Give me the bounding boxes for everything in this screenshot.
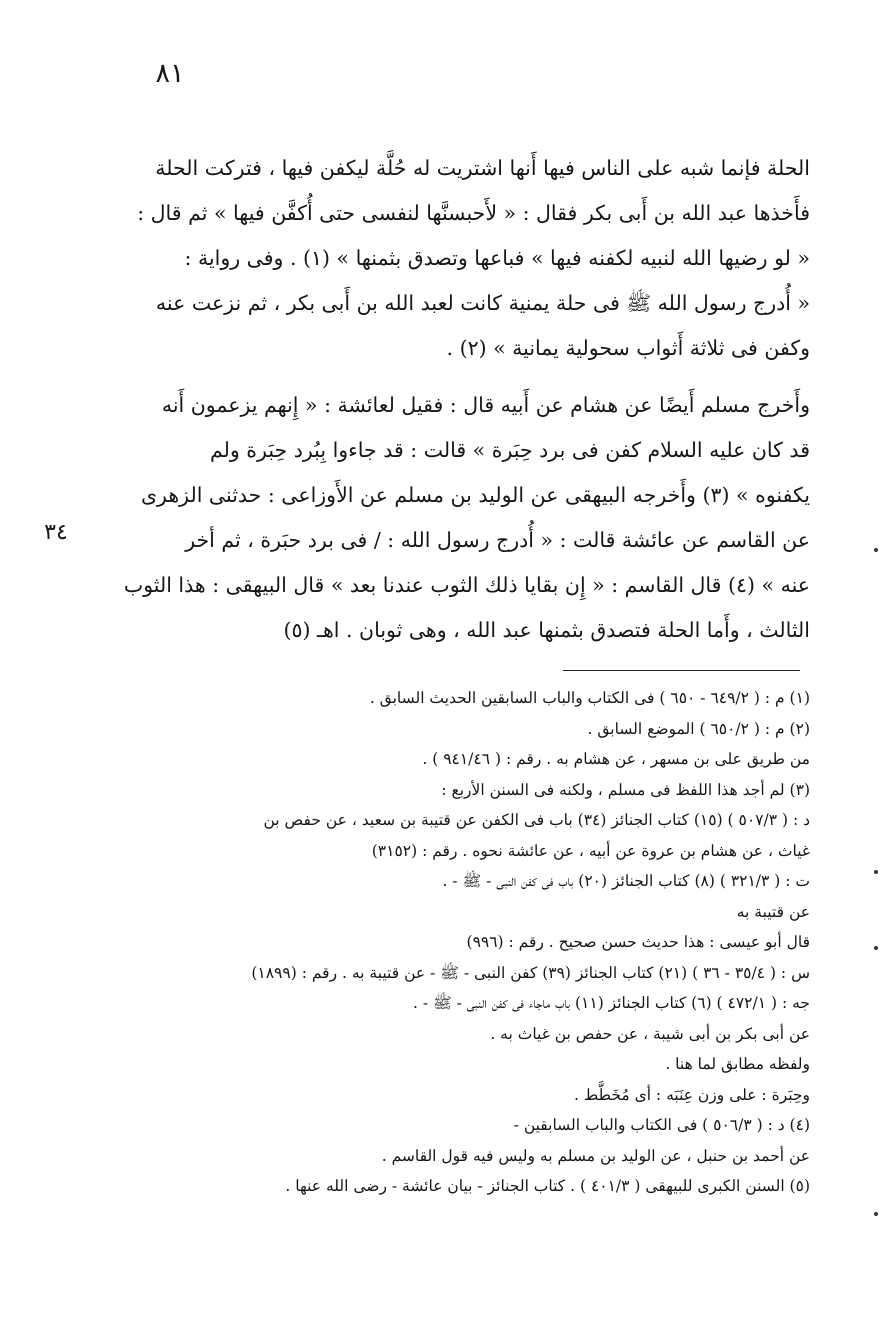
scan-speck (874, 870, 878, 874)
footnote-line: ولفظه مطابق لما هنا . (665, 1055, 810, 1073)
footnote-line: من طريق على بن مسهر ، عن هشام به . رقم : ( ٩٤١/٤٦ ) . (422, 750, 810, 768)
main-text-line: الحلة فإنما شبه على الناس فيها أَنها اشتريت له حُلَّة ليكفن فيها ، فتركت الحلة (155, 156, 810, 180)
main-text-line: قد كان عليه السلام كفن فى برد حِبَرة » قالت : قد جاءوا بِبُرد حِبَرة ولم (209, 438, 810, 462)
footnote-line: (١) م : ( ٦٤٩/٢ - ٦٥٠ ) فى الكتاب والباب السابقين الحديث السابق . (369, 689, 810, 707)
footnote-line: وحِبَرة : على وزن عِنَبَه : أى مُخَطَّط . (574, 1085, 810, 1104)
footnote-separator (563, 670, 800, 671)
footnote-line: (٢) م : ( ٦٥٠/٢ ) الموضع السابق . (587, 719, 810, 738)
footnote-line: ت : ( ٣٢١/٣ ) (٨) كتاب الجنائز (٢٠) باب فى كفن النبى - ﷺ - . (442, 872, 810, 890)
scan-speck (874, 946, 878, 950)
page-number: ٨١ (155, 58, 185, 89)
main-text-line: فأَخذها عبد الله بن أَبى بكر فقال : « لأَحبسنَّها لنفسى حتى أُكفَّن فيها » ثم قال : (137, 201, 810, 225)
paragraph-gap (92, 371, 810, 383)
main-text-line: « لو رضيها الله لنبيه لكفنه فيها » فباعها وتصدق بثمنها » (١) . وفى رواية : (184, 246, 810, 270)
main-text-line: الثالث ، وأَما الحلة فتصدق بثمنها عبد الله ، وهى ثوبان . اهـ (٥) (283, 618, 810, 642)
main-text-body (92, 146, 810, 653)
scan-speck (874, 548, 878, 552)
main-text-line: عن القاسم عن عائشة قالت : « أُدرج رسول الله : / فى برد حبَرة ، ثم أخر (185, 528, 810, 552)
footnote-line: عن أبى بكر بن أبى شيبة ، عن حفص بن غياث به . (490, 1024, 810, 1043)
footnote-line: (٣) لم أجد هذا اللفظ فى مسلم ، ولكنه فى السنن الأربع : (441, 780, 810, 799)
main-text-line: وكفن فى ثلاثة أَثواب سحولية يمانية » (٢) . (446, 336, 810, 360)
main-text-line: وأَخرج مسلم أَيضًا عن هشام عن أَبيه قال : فقيل لعائشة : « إِنهم يزعمون أَنه (161, 393, 810, 417)
footnote-line: قال أبو عيسى : هذا حديث حسن صحيح . رقم : (٩٩٦) (466, 933, 810, 951)
main-text-line: يكفنوه » (٣) وأَخرجه البيهقى عن الوليد بن مسلم عن الأَوزاعى : حدثنى الزهرى (140, 483, 810, 507)
footnote-line: جه : ( ٤٧٢/١ ) (٦) كتاب الجنائز (١١) باب ماجاء فى كفن النبى - ﷺ - . (412, 994, 810, 1012)
footnote-line: عن أحمد بن حنبل ، عن الوليد بن مسلم به وليس فيه قول القاسم . (381, 1146, 810, 1165)
footnote-line: س : ( ٣٥/٤ - ٣٦ ) (٢١) كتاب الجنائز (٣٩) كفن النبى - ﷺ - عن قتيبة به . رقم : (١٨٩٩) (251, 963, 810, 982)
footnote-line: (٤) د : ( ٥٠٦/٣ ) فى الكتاب والباب السابقين - (513, 1116, 810, 1134)
main-text-line: « أُدرج رسول الله ﷺ فى حلة يمنية كانت لعبد الله بن أَبى بكر ، ثم نزعت عنه (155, 291, 810, 315)
scan-speck (874, 1212, 878, 1216)
footnote-line: د : ( ٥٠٧/٣ ) (١٥) كتاب الجنائز (٣٤) باب فى الكفن عن قتيبة بن سعيد ، عن حفص بن (263, 811, 810, 829)
footnotes-section (92, 683, 810, 1202)
footnote-line: (٥) السنن الكبرى للبيهقى ( ٤٠١/٣ ) . كتاب الجنائز - بيان عائشة - رضى الله عنها . (285, 1177, 810, 1195)
main-text-line: عنه » (٤) قال القاسم : « إِن بقايا ذلك الثوب عندنا بعد » قال البيهقى : هذا الثوب (123, 573, 810, 597)
margin-page-reference: ٣٤ (44, 520, 68, 545)
footnote-line: غياث ، عن هشام بن عروة عن أبيه ، عن عائشة نحوه . رقم : (٣١٥٢) (371, 841, 810, 860)
footnote-line: عن قتيبة به (736, 902, 810, 921)
